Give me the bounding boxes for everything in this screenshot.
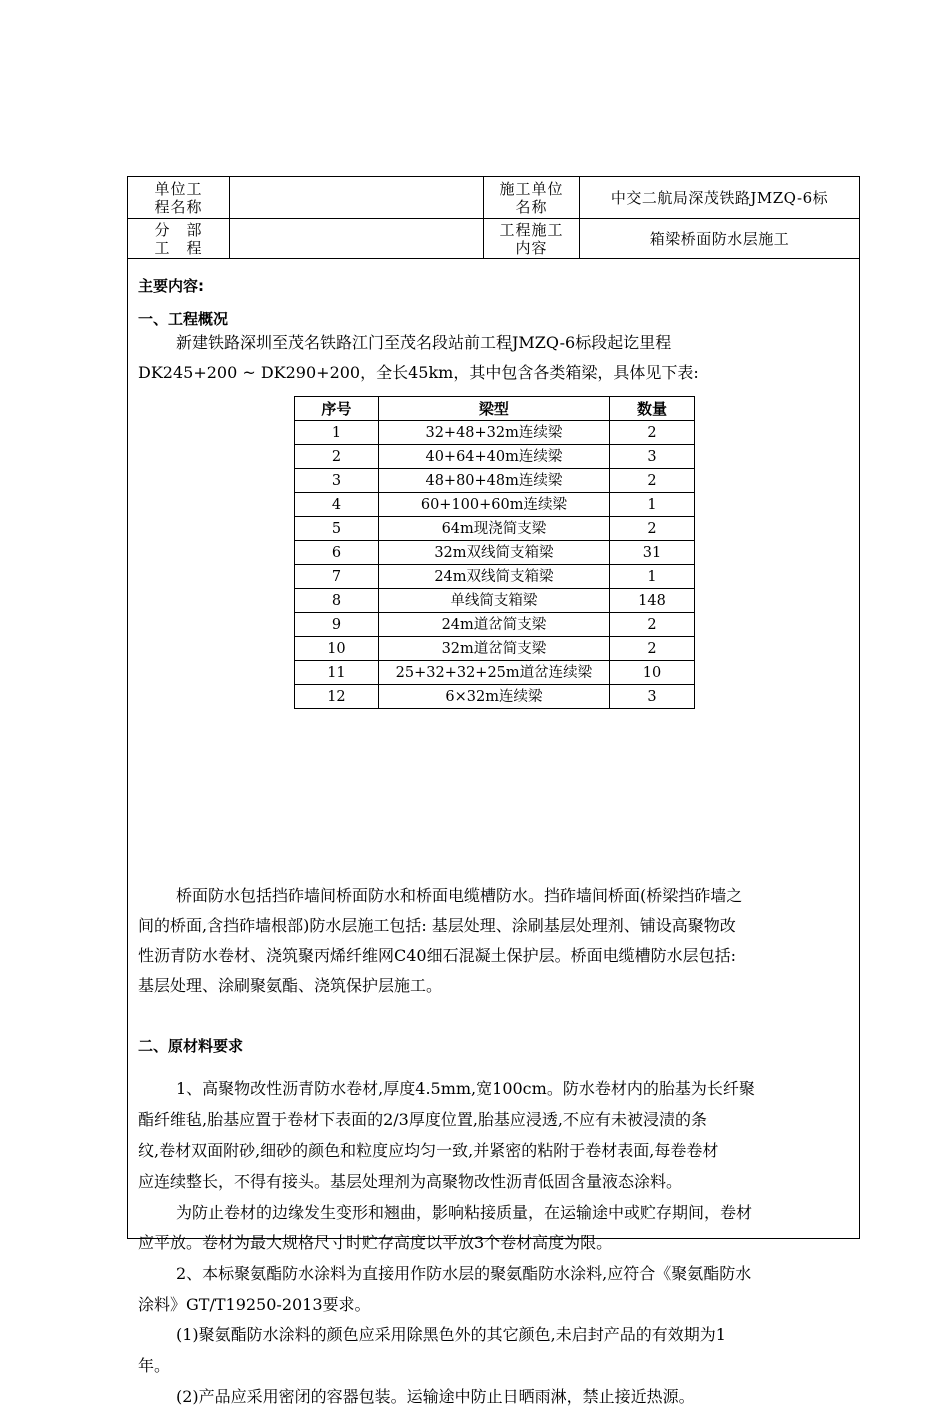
- main-title: 主要内容:: [138, 277, 204, 295]
- table-header-beam-type: 梁型: [378, 397, 609, 421]
- table-row: [295, 421, 695, 445]
- unit-project-name-value: [230, 177, 484, 218]
- table-header-index: 序号: [295, 397, 379, 421]
- construction-unit-value: 中交二航局深茂铁路JMZQ-6标: [610, 188, 829, 207]
- section1-intro-line2: DK245+200 ~ DK290+200，全长45km，其中包含各类箱梁，具体见下表:: [138, 363, 699, 382]
- table-row: [295, 613, 695, 637]
- table-cell: 3: [609, 445, 694, 469]
- document-frame: [127, 176, 860, 1406]
- table-row: [295, 445, 695, 469]
- table-cell: 5: [295, 517, 379, 541]
- section2-p4-line2: 年。: [138, 1356, 171, 1375]
- section1-paragraph-line2: 间的桥面,含挡砟墙根部)防水层施工包括: 基层处理、涂刷基层处理剂、铺设高聚物改: [138, 916, 736, 935]
- table-cell: 148: [609, 589, 694, 613]
- section2-p3-line1: 2、本标聚氨酯防水涂料为直接用作防水层的聚氨酯防水涂料,应符合《聚氨酯防水: [176, 1264, 752, 1283]
- section1-intro-line1: 新建铁路深圳至茂名铁路江门至茂名段站前工程JMZQ-6标段起讫里程: [176, 333, 672, 352]
- header-row-2: [128, 219, 859, 259]
- table-row: [295, 541, 695, 565]
- sub-project-value: [230, 219, 484, 258]
- table-cell: 2: [609, 637, 694, 661]
- table-cell: 32m双线简支箱梁: [378, 541, 609, 565]
- table-row: [295, 517, 695, 541]
- section1-title: 一、工程概况: [138, 310, 229, 328]
- table-row: [295, 685, 695, 709]
- section2-p1-line1: 1、高聚物改性沥青防水卷材,厚度4.5mm,宽100cm。防水卷材内的胎基为长纤聚: [176, 1079, 755, 1098]
- table-cell: 24m双线简支箱梁: [378, 565, 609, 589]
- table-cell: 4: [295, 493, 379, 517]
- beam-type-table: [294, 396, 695, 709]
- table-cell: 25+32+32+25m道岔连续梁: [378, 661, 609, 685]
- table-row: [295, 469, 695, 493]
- table-cell: 32m道岔简支梁: [378, 637, 609, 661]
- table-row: [295, 589, 695, 613]
- section1-paragraph-line3: 性沥青防水卷材、浇筑聚丙烯纤维网C40细石混凝土保护层。桥面电缆槽防水层包括:: [138, 946, 736, 965]
- table-cell: 32+48+32m连续梁: [378, 421, 609, 445]
- table-cell: 40+64+40m连续梁: [378, 445, 609, 469]
- section2-p2-line1: 为防止卷材的边缘发生变形和翘曲，影响粘接质量，在运输途中或贮存期间，卷材: [176, 1203, 753, 1222]
- sub-project-label: 分 部 工 程: [128, 219, 230, 258]
- table-cell: 2: [609, 469, 694, 493]
- table-cell: 2: [609, 421, 694, 445]
- table-row: [295, 565, 695, 589]
- table-cell: 7: [295, 565, 379, 589]
- table-cell: 60+100+60m连续梁: [378, 493, 609, 517]
- table-cell: 6×32m连续梁: [378, 685, 609, 709]
- table-cell: 1: [295, 421, 379, 445]
- section2-p4-line1: (1)聚氨酯防水涂料的颜色应采用除黑色外的其它颜色,未启封产品的有效期为1: [176, 1325, 726, 1344]
- table-cell: 1: [609, 565, 694, 589]
- header-row-1: [128, 177, 859, 219]
- table-header-quantity: 数量: [609, 397, 694, 421]
- section1-paragraph-line4: 基层处理、涂刷聚氨酯、浇筑保护层施工。: [138, 976, 443, 995]
- table-cell: 8: [295, 589, 379, 613]
- table-cell: 2: [295, 445, 379, 469]
- table-row: [295, 661, 695, 685]
- table-cell: 11: [295, 661, 379, 685]
- construction-content-value: 箱梁桥面防水层施工: [649, 229, 790, 248]
- table-cell: 48+80+48m连续梁: [378, 469, 609, 493]
- table-row: [295, 493, 695, 517]
- table-cell: 24m道岔简支梁: [378, 613, 609, 637]
- table-cell: 9: [295, 613, 379, 637]
- table-cell: 单线简支箱梁: [378, 589, 609, 613]
- section2-p3-line2: 涂料》GT/T19250-2013要求。: [138, 1295, 371, 1314]
- table-cell: 2: [609, 613, 694, 637]
- section2-p2-line2: 应平放。卷材为最大规格尺寸时贮存高度以平放3个卷材高度为限。: [138, 1233, 613, 1252]
- table-cell: 10: [609, 661, 694, 685]
- section2-p1-line4: 应连续整长，不得有接头。基层处理剂为高聚物改性沥青低固含量液态涂料。: [138, 1172, 683, 1191]
- unit-project-name-label: 单位工 程名称: [128, 177, 230, 218]
- table-cell: 64m现浇简支梁: [378, 517, 609, 541]
- table-row: [295, 637, 695, 661]
- section2-p5: (2)产品应采用密闭的容器包装。运输途中防止日晒雨淋，禁止接近热源。: [176, 1387, 695, 1406]
- table-cell: 3: [609, 685, 694, 709]
- table-cell: 10: [295, 637, 379, 661]
- construction-unit-label: 施工单位 名称: [484, 177, 580, 218]
- table-cell: 31: [609, 541, 694, 565]
- construction-content-label: 工程施工 内容: [484, 219, 580, 258]
- table-cell: 6: [295, 541, 379, 565]
- section2-title: 二、原材料要求: [138, 1037, 244, 1055]
- section2-p1-line3: 纹,卷材双面附砂,细砂的颜色和粒度应均匀一致,并紧密的粘附于卷材表面,每卷卷材: [138, 1141, 719, 1160]
- table-cell: 1: [609, 493, 694, 517]
- section2-p1-line2: 酯纤维毡,胎基应置于卷材下表面的2/3厚度位置,胎基应浸透,不应有未被浸渍的条: [138, 1110, 708, 1129]
- table-header-row: [295, 397, 695, 421]
- table-cell: 2: [609, 517, 694, 541]
- table-cell: 3: [295, 469, 379, 493]
- section1-paragraph-line1: 桥面防水包括挡砟墙间桥面防水和桥面电缆槽防水。挡砟墙间桥面(桥梁挡砟墙之: [176, 886, 743, 905]
- table-cell: 12: [295, 685, 379, 709]
